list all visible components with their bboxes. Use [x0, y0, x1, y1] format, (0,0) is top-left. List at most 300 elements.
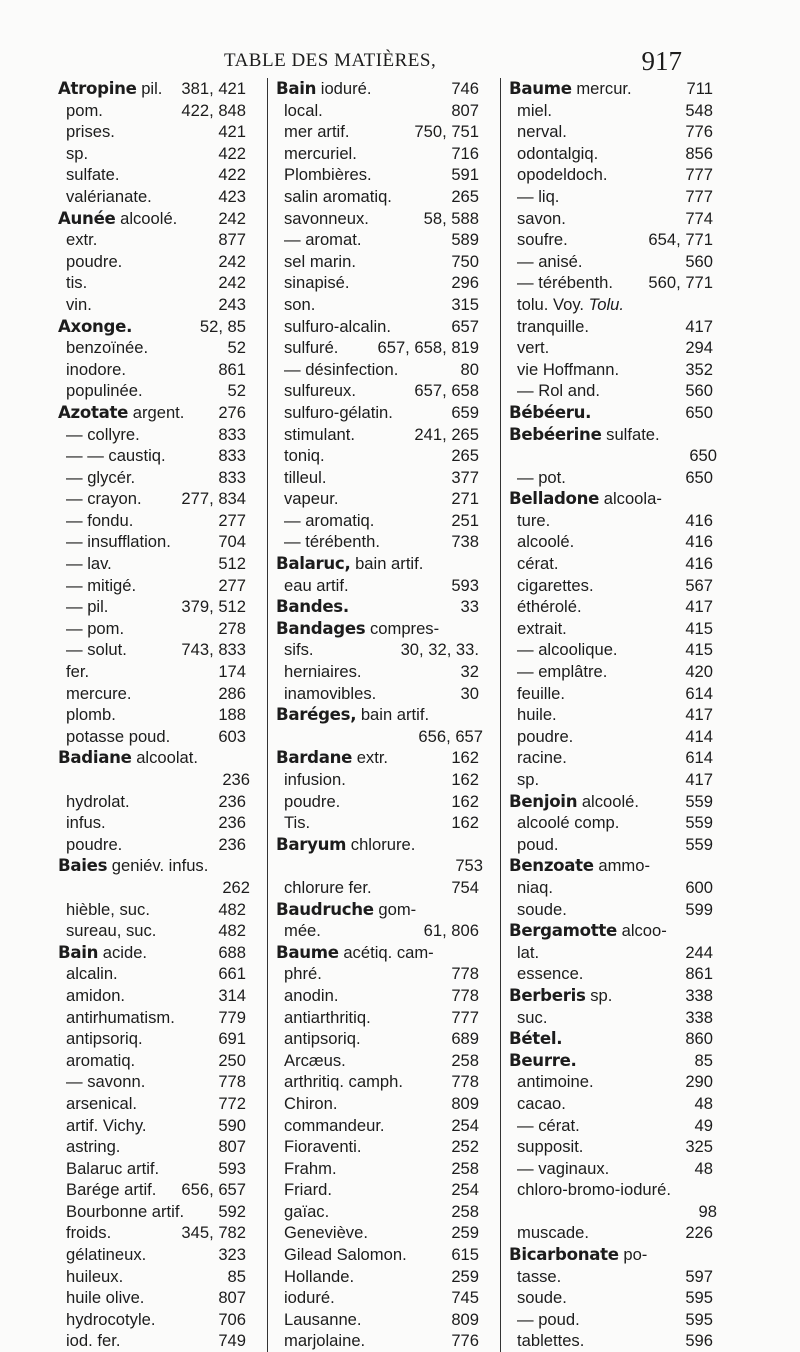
entry-text: inodore.	[66, 359, 126, 379]
page-reference: 856	[685, 143, 713, 163]
page-reference	[475, 942, 479, 964]
page-reference: 600	[685, 877, 713, 897]
page-reference	[709, 855, 713, 877]
entry-label	[66, 121, 214, 143]
page-reference: 315	[451, 294, 479, 314]
entry-text: froids.	[66, 1223, 112, 1243]
page-reference: 706	[218, 1309, 246, 1329]
entry-text: arthritiq. camph.	[284, 1072, 403, 1092]
entry-label	[517, 1158, 691, 1180]
index-subentry	[501, 1266, 713, 1288]
index-subentry	[501, 661, 713, 683]
entry-label	[66, 229, 214, 251]
entry-text: sifs.	[284, 640, 314, 660]
entry-text: chloro-bromo-ioduré.	[517, 1180, 672, 1200]
entry-label	[276, 899, 475, 921]
index-entry	[58, 316, 246, 338]
entry-text: sulfureux.	[284, 381, 356, 401]
entry-label	[517, 834, 681, 856]
entry-label	[284, 510, 447, 532]
entry-text: racine.	[517, 748, 567, 768]
page-reference: 614	[685, 748, 713, 768]
index-subentry	[58, 164, 246, 186]
page-reference: 58, 588	[423, 208, 479, 228]
entry-text: — solut.	[66, 640, 127, 660]
entry-label	[517, 143, 681, 165]
index-subentry	[268, 208, 479, 230]
index-entry	[58, 942, 246, 964]
entry-label	[284, 769, 447, 791]
index-subentry	[501, 1179, 713, 1201]
page-reference: 236	[218, 834, 246, 854]
index-subentry	[501, 812, 713, 834]
page-reference: 381, 421	[181, 79, 246, 98]
page-reference: 188	[218, 705, 246, 725]
entry-text: amidon.	[66, 985, 126, 1005]
index-subentry	[268, 467, 479, 489]
page-reference: 271	[451, 489, 479, 509]
entry-text: infus.	[66, 813, 106, 833]
page-reference: 323	[218, 1245, 246, 1265]
index-subentry	[58, 618, 246, 640]
page-reference: 417	[685, 705, 713, 725]
headword: Bicarbonate	[509, 1245, 619, 1265]
page-reference: 704	[218, 532, 246, 552]
page-reference	[709, 424, 713, 446]
entry-label	[517, 1179, 709, 1201]
index-subentry	[58, 1309, 246, 1331]
entry-text: bain artif.	[356, 705, 430, 725]
page-reference: 236	[218, 791, 246, 811]
entry-text: alcoolé comp.	[517, 813, 620, 833]
index-subentry	[58, 1266, 246, 1288]
entry-label	[284, 575, 447, 597]
entry-label	[284, 1158, 447, 1180]
headword: Benjoin	[509, 791, 578, 811]
page-reference: 276	[218, 402, 246, 422]
headword: Bandages	[276, 618, 366, 638]
entry-label	[517, 1287, 681, 1309]
entry-label	[276, 78, 447, 100]
entry-label	[517, 618, 681, 640]
entry-text: lat.	[517, 942, 540, 962]
entry-label	[517, 208, 681, 230]
entry-label	[284, 1028, 447, 1050]
entry-label	[66, 812, 214, 834]
entry-text: artif. Vichy.	[66, 1115, 147, 1135]
entry-text: Frahm.	[284, 1158, 337, 1178]
index-entry	[501, 855, 713, 877]
page-reference: 162	[451, 813, 479, 833]
index-subentry	[501, 143, 713, 165]
page-reference	[475, 618, 479, 640]
entry-text: alcoo-	[616, 921, 667, 941]
page-reference: 162	[451, 770, 479, 789]
entry-text: Fioraventi.	[284, 1137, 362, 1157]
page-reference: 174	[218, 662, 246, 682]
entry-label	[509, 402, 681, 424]
entry-label	[66, 380, 224, 402]
index-entry	[501, 1244, 713, 1266]
index-entry-continuation	[501, 1201, 717, 1223]
entry-label	[66, 1158, 214, 1180]
index-subentry	[268, 100, 479, 122]
index-subentry	[268, 1287, 479, 1309]
headword: Bébéeru.	[509, 402, 592, 422]
entry-text: sulfate.	[601, 424, 660, 444]
entry-text: extr.	[352, 748, 389, 768]
entry-label	[284, 920, 420, 942]
index-entry-continuation	[58, 769, 250, 791]
page-reference: 52, 85	[199, 316, 246, 336]
entry-label	[517, 661, 681, 683]
page-reference: 254	[451, 1115, 479, 1135]
entry-label	[284, 402, 447, 424]
entry-text: Barége artif.	[66, 1180, 157, 1200]
page-reference: 61, 806	[423, 921, 479, 941]
page-reference: 807	[451, 100, 479, 120]
entry-text: — lav.	[66, 554, 112, 574]
index-entry	[501, 985, 713, 1007]
index-entry-continuation	[268, 855, 483, 877]
entry-label	[517, 164, 681, 186]
entry-label	[284, 337, 374, 359]
entry-text: sel marin.	[284, 251, 356, 271]
entry-label	[58, 316, 196, 338]
index-subentry	[501, 316, 713, 338]
index-subentry	[58, 251, 246, 273]
entry-text: compres-	[365, 618, 440, 638]
entry-label	[276, 704, 475, 726]
entry-label	[517, 467, 681, 489]
entry-text: pil.	[136, 79, 163, 98]
index-subentry	[268, 531, 479, 553]
entry-text: antirhumatism.	[66, 1007, 175, 1027]
entry-text: vie Hoffmann.	[517, 359, 620, 379]
entry-text: tablettes.	[517, 1331, 585, 1351]
page-reference: 30, 32, 33.	[400, 640, 479, 660]
entry-label	[517, 963, 681, 985]
page-reference: 807	[218, 1288, 246, 1308]
page-reference	[709, 1179, 713, 1201]
entry-text: marjolaine.	[284, 1331, 366, 1351]
page-reference: 242	[218, 251, 246, 271]
index-subentry	[58, 1093, 246, 1115]
index-subentry	[58, 683, 246, 705]
entry-text: opodeldoch.	[517, 165, 608, 185]
entry-label	[58, 208, 214, 230]
entry-text: alcoolé.	[577, 791, 640, 811]
page-reference: 746	[451, 79, 479, 98]
entry-label	[284, 467, 447, 489]
headword: Baies	[58, 856, 108, 876]
page-reference: 567	[685, 575, 713, 595]
page-reference: 258	[451, 1050, 479, 1070]
entry-label	[509, 1050, 691, 1072]
entry-label	[66, 1115, 214, 1137]
entry-text: odontalgiq.	[517, 143, 599, 163]
entry-text: bain artif.	[350, 554, 424, 574]
index-subentry	[58, 531, 246, 553]
index-subentry	[58, 337, 246, 359]
index-entry	[501, 402, 713, 424]
page-reference: 414	[685, 726, 713, 746]
entry-text: chlorure.	[346, 834, 416, 854]
entry-label	[66, 1330, 214, 1352]
index-column-2	[267, 78, 483, 1352]
headword: Axonge.	[58, 316, 133, 336]
running-title: TABLE DES MATIÈRES,	[224, 50, 437, 71]
entry-text: ammo-	[593, 856, 651, 876]
entry-label	[66, 553, 214, 575]
page-reference: 290	[685, 1072, 713, 1092]
entry-label	[58, 855, 242, 877]
entry-label	[517, 1309, 681, 1331]
page-reference	[709, 488, 713, 510]
index-subentry	[268, 769, 479, 791]
entry-label	[66, 164, 214, 186]
entry-text: po-	[618, 1245, 648, 1265]
entry-label	[509, 855, 709, 877]
entry-text: sinapisé.	[284, 273, 350, 293]
entry-text: eau artif.	[284, 575, 349, 595]
page-reference: 716	[451, 143, 479, 163]
index-subentry	[268, 1007, 479, 1029]
entry-text: phré.	[284, 964, 322, 984]
entry-label	[66, 899, 214, 921]
entry-label	[276, 596, 457, 618]
entry-text: sp.	[517, 770, 540, 789]
index-subentry	[58, 1115, 246, 1137]
index-subentry	[268, 402, 479, 424]
index-subentry	[268, 1093, 479, 1115]
entry-label	[66, 1201, 214, 1223]
entry-text: — insufflation.	[66, 532, 171, 552]
index-subentry	[58, 1050, 246, 1072]
page-reference: 242	[218, 208, 246, 228]
entry-label	[509, 1028, 681, 1050]
page-reference: 49	[694, 1115, 713, 1135]
entry-text: anodin.	[284, 985, 339, 1005]
page-reference: 241, 265	[414, 424, 479, 444]
page-reference: 423	[218, 186, 246, 206]
entry-label	[284, 1179, 447, 1201]
index-column-3	[500, 78, 717, 1352]
entry-text: sp.	[585, 985, 613, 1005]
entry-text: — aromatiq.	[284, 510, 375, 530]
entry-text: ture.	[517, 510, 551, 530]
entry-label	[284, 1007, 447, 1029]
entry-label	[517, 1007, 681, 1029]
entry-label	[66, 596, 177, 618]
index-subentry	[268, 143, 479, 165]
entry-text: — Rol and.	[517, 381, 601, 401]
index-subentry	[58, 661, 246, 683]
page-reference: 548	[685, 100, 713, 120]
index-subentry	[268, 575, 479, 597]
page-reference: 750, 751	[414, 122, 479, 142]
index-subentry	[58, 575, 246, 597]
page-reference: 325	[685, 1137, 713, 1157]
page-reference: 657	[451, 316, 479, 336]
page-reference: 560	[685, 381, 713, 401]
page-reference: 560, 771	[648, 273, 713, 293]
index-subentry	[268, 272, 479, 294]
entry-label	[284, 985, 447, 1007]
entry-text: acide.	[98, 942, 148, 962]
entry-label	[284, 683, 457, 705]
entry-label	[517, 877, 681, 899]
entry-text: antiarthritiq.	[284, 1007, 371, 1027]
page-reference: 772	[218, 1093, 246, 1113]
entry-text: benzoïnée.	[66, 338, 149, 358]
entry-text: salin aromatiq.	[284, 186, 392, 206]
entry-text: fer.	[66, 662, 90, 682]
index-subentry	[58, 143, 246, 165]
entry-text: — emplâtre.	[517, 662, 608, 682]
entry-label	[66, 337, 224, 359]
headword: Bétel.	[509, 1029, 563, 1049]
entry-label	[284, 1330, 447, 1352]
entry-label	[66, 1007, 214, 1029]
entry-label	[66, 575, 214, 597]
index-subentry	[58, 1222, 246, 1244]
entry-label	[66, 1287, 214, 1309]
index-subentry	[58, 834, 246, 856]
entry-text: poudre.	[66, 251, 123, 271]
index-subentry	[58, 1028, 246, 1050]
entry-label	[66, 359, 214, 381]
entry-label	[517, 1222, 681, 1244]
entry-label	[284, 121, 410, 143]
index-subentry	[501, 467, 713, 489]
page-reference: 236	[222, 770, 250, 789]
entry-text: alcoola-	[599, 489, 662, 509]
page-reference	[709, 920, 713, 942]
entry-label	[517, 272, 644, 294]
entry-label	[517, 380, 681, 402]
entry-text: ioduré.	[316, 79, 372, 98]
index-entry	[268, 618, 479, 640]
entry-label	[517, 704, 681, 726]
page-reference: 162	[451, 748, 479, 768]
entry-label	[58, 78, 177, 100]
entry-text: — poud.	[517, 1309, 580, 1329]
entry-label	[517, 1093, 691, 1115]
page-reference: 259	[451, 1266, 479, 1286]
index-entry	[268, 899, 479, 921]
entry-text: prises.	[66, 122, 115, 142]
page-reference: 421	[218, 122, 246, 142]
entry-text: poudre.	[284, 791, 341, 811]
page-reference: 482	[218, 899, 246, 919]
entry-label	[284, 1115, 447, 1137]
page-reference: 589	[451, 230, 479, 250]
index-subentry	[501, 1287, 713, 1309]
page-reference	[242, 855, 246, 877]
entry-text: sulfuré.	[284, 338, 339, 358]
entry-label	[509, 985, 681, 1007]
entry-text: alcalin.	[66, 964, 118, 984]
index-entry	[268, 942, 479, 964]
index-subentry	[58, 272, 246, 294]
entry-label	[517, 251, 681, 273]
entry-text: commandeur.	[284, 1115, 385, 1135]
page-reference: 415	[685, 640, 713, 660]
page-reference: 778	[451, 985, 479, 1005]
entry-label	[284, 316, 447, 338]
entry-label	[517, 316, 681, 338]
page-reference: 278	[218, 618, 246, 638]
index-subentry	[58, 812, 246, 834]
entry-label	[517, 747, 681, 769]
page-reference: 809	[451, 1309, 479, 1329]
page-reference: 314	[218, 985, 246, 1005]
entry-label	[284, 294, 447, 316]
page-reference: 614	[685, 683, 713, 703]
page-reference: 559	[685, 791, 713, 811]
page-reference: 615	[451, 1245, 479, 1265]
index-subentry	[501, 618, 713, 640]
index-entry	[58, 855, 246, 877]
entry-text: sp.	[66, 143, 89, 163]
entry-label	[66, 1309, 214, 1331]
entry-text: acétiq. cam-	[338, 942, 434, 962]
index-subentry	[501, 186, 713, 208]
entry-label	[66, 488, 177, 510]
page-reference: 778	[218, 1072, 246, 1092]
index-entry	[268, 834, 479, 856]
entry-text: essence.	[517, 964, 584, 984]
entry-text: miel.	[517, 100, 553, 120]
entry-text: son.	[284, 294, 316, 314]
page-reference: 860	[685, 1029, 713, 1049]
index-entry	[268, 704, 479, 726]
entry-label	[276, 747, 447, 769]
index-subentry	[501, 1222, 713, 1244]
index-subentry	[58, 1201, 246, 1223]
entry-text: huileux.	[66, 1266, 124, 1286]
page-reference: 251	[451, 510, 479, 530]
page-reference: 262	[222, 877, 250, 897]
entry-text: tolu. Voy.	[517, 294, 585, 314]
entry-text: soufre.	[517, 230, 568, 250]
entry-text: Arcæus.	[284, 1050, 346, 1070]
page-reference: 657, 658, 819	[377, 338, 479, 358]
page-reference: 753	[455, 856, 483, 876]
index-subentry	[268, 294, 479, 316]
entry-label	[517, 683, 681, 705]
entry-label	[284, 164, 447, 186]
entry-label	[66, 683, 214, 705]
index-subentry	[501, 553, 713, 575]
entry-label	[66, 639, 177, 661]
index-subentry	[268, 812, 479, 834]
entry-text: sureau, suc.	[66, 921, 157, 941]
index-subentry	[58, 380, 246, 402]
index-subentry	[501, 639, 713, 661]
index-entry	[501, 1050, 713, 1072]
headword: Bain	[58, 942, 99, 962]
entry-text: — fondu.	[66, 510, 134, 530]
index-subentry	[501, 337, 713, 359]
page-reference: 277, 834	[181, 489, 246, 509]
page-reference: 52	[227, 338, 246, 358]
entry-label	[284, 186, 447, 208]
entry-text: chlorure fer.	[284, 877, 372, 897]
index-subentry	[268, 1201, 479, 1223]
page-reference: 777	[685, 186, 713, 206]
